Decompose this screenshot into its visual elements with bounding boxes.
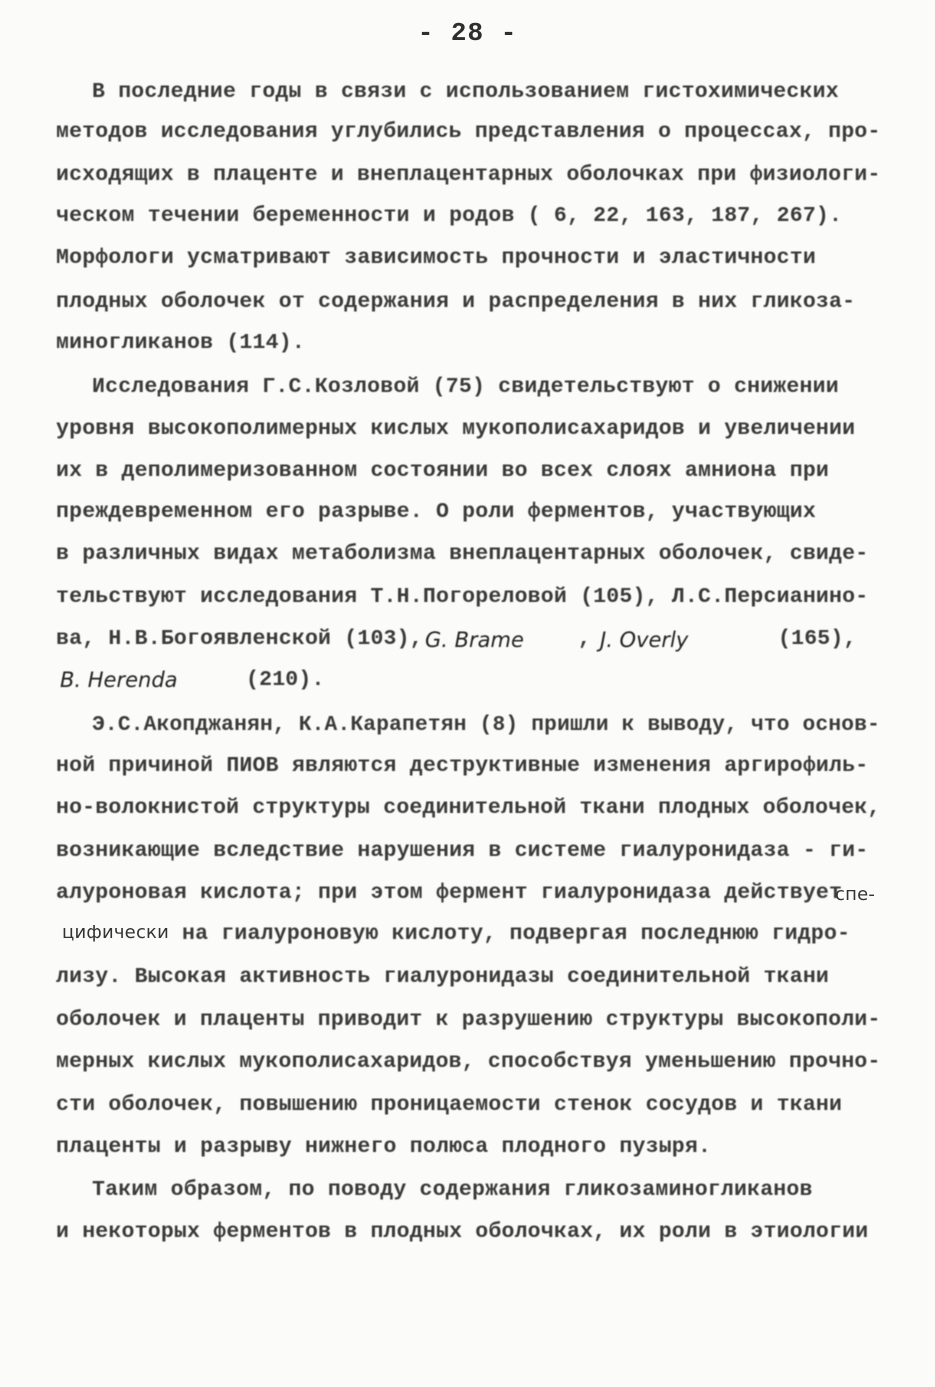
text-line: уровня высокополимерных кислых мукополисахаридов и увеличении (56, 417, 856, 441)
text-line: возникающие вследствие нарушения в системе гиалуронидаза - ги- (56, 839, 869, 863)
reference-number: (210). (246, 668, 325, 692)
text-line: преждевременном его разрыве. О роли ферментов, участвующих (56, 500, 816, 524)
text-line: но-волокнистой структуры соединительной ткани плодных оболочек, (56, 796, 881, 820)
text-line: Морфологи усматривают зависимость прочности и эластичности (56, 246, 816, 270)
text-line: сти оболочек, повышению проницаемости стенок сосудов и ткани (56, 1093, 843, 1117)
text-line: исходящих в плаценте и внеплацентарных оболочках при физиологи- (56, 163, 881, 187)
text-line: Таким образом, по поводу содержания гликозаминогликанов (92, 1178, 813, 1202)
handwritten-correction: спе- (835, 884, 876, 905)
text-line: лизу. Высокая активность гиалуронидазы соединительной ткани (56, 965, 830, 989)
author-name-latin: G. Brame (425, 628, 524, 652)
text-line: Исследования Г.С.Козловой (75) свидетельствуют о снижении (92, 375, 839, 399)
text-line: их в деполимеризованном состоянии во всех слоях амниона при (56, 459, 830, 483)
text-line: алуроновая кислота; при этом фермент гиалуронидаза действует (56, 881, 843, 905)
text-line: плодных оболочек от содержания и распределения в них гликоза- (56, 290, 856, 314)
text-line: ческом течении беременности и родов ( 6, 22, 163, 187, 267). (56, 204, 843, 228)
text-line: мерных кислых мукополисахаридов, способствуя уменьшению прочно- (56, 1050, 881, 1074)
handwritten-correction: цифически (62, 922, 170, 943)
reference-number: (165), (778, 627, 857, 651)
text-line: ной причиной ПИОВ являются деструктивные изменения аргирофиль- (56, 754, 869, 778)
text-line: миногликанов (114). (56, 331, 305, 355)
author-name-latin: B. Herenda (60, 668, 178, 692)
text-line: на гиалуроновую кислоту, подвергая последнюю гидро- (182, 922, 851, 946)
text-line: оболочек и плаценты приводит к разрушению структуры высокополи- (56, 1008, 881, 1032)
text-line: ва, Н.В.Богоявленской (103), (56, 627, 423, 651)
text-line: и некоторых ферментов в плодных оболочках, их роли в этиологии (56, 1220, 869, 1244)
text-line: Э.С.Акопджанян, К.А.Карапетян (8) пришли к выводу, что основ- (92, 713, 881, 737)
text-line: методов исследования углубились представления о процессах, про- (56, 120, 881, 144)
author-name-latin: J. Overly (600, 628, 689, 652)
text-line: В последние годы в связи с использованием гистохимических (92, 80, 839, 104)
page-number: - 28 - (417, 18, 518, 48)
text-line: тельствуют исследования Т.Н.Погореловой (105), Л.С.Персианино- (56, 585, 869, 609)
text-line: плаценты и разрыву нижнего полюса плодного пузыря. (56, 1135, 712, 1159)
separator-comma: , (578, 627, 592, 651)
text-line: в различных видах метаболизма внеплацентарных оболочек, свиде- (56, 542, 869, 566)
